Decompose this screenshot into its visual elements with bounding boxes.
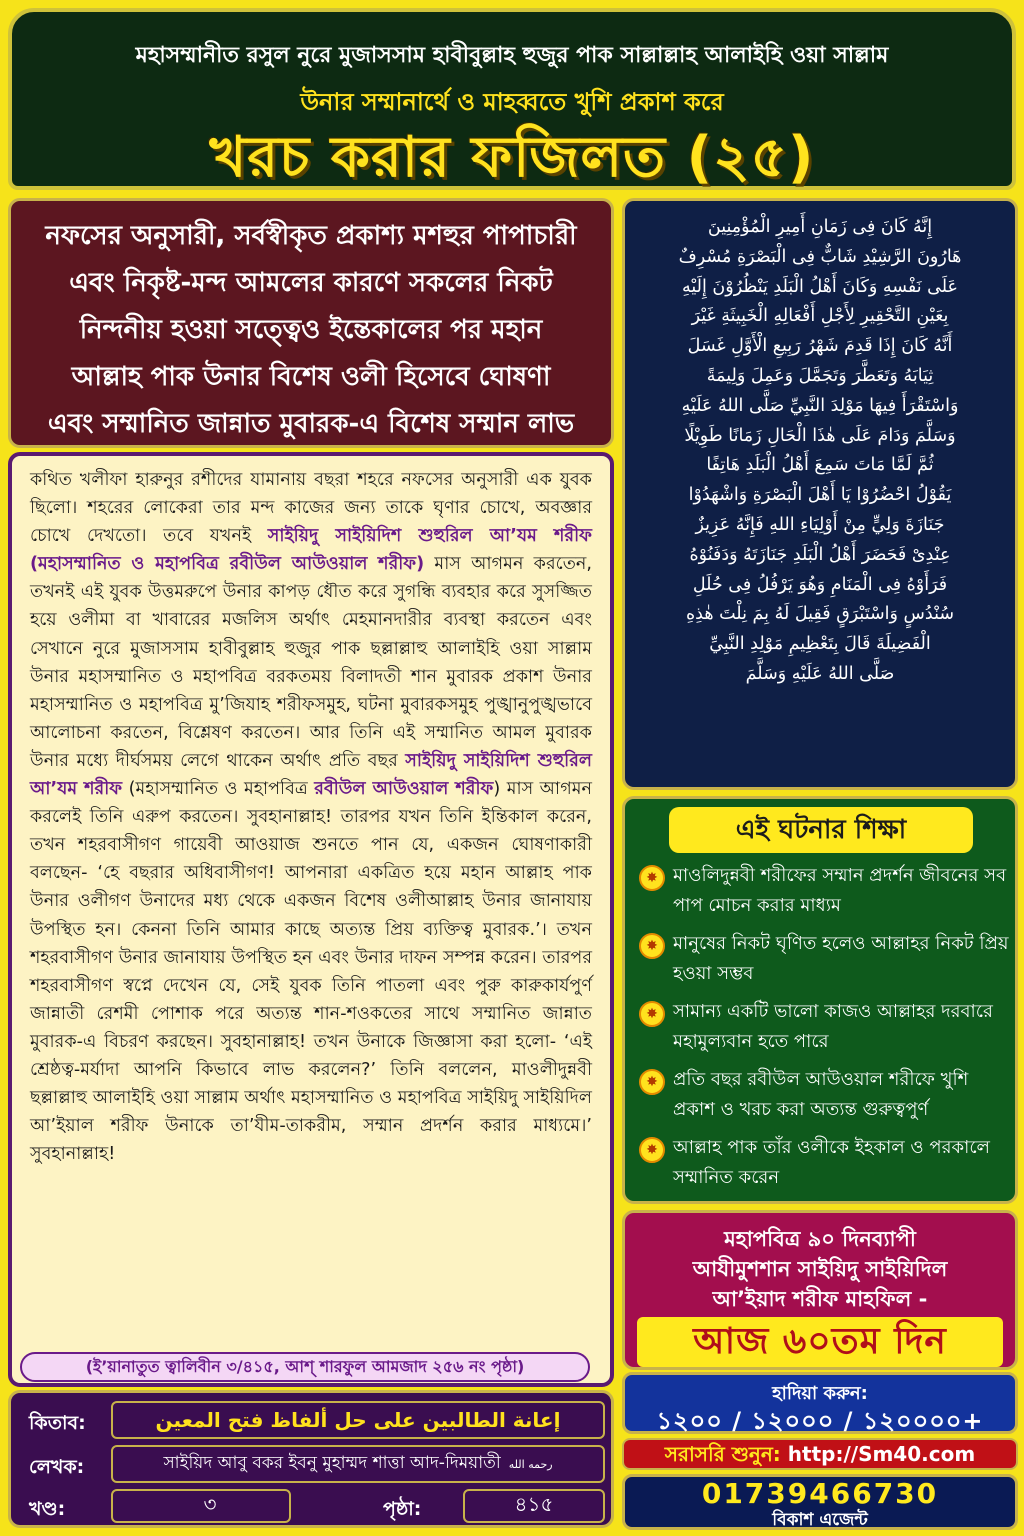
lesson-text: আল্লাহ পাক তাঁর ওলীকে ইহকাল ও পরকালে সম্মানিত করেন: [673, 1137, 990, 1188]
arabic-line: بِعَيْنِ التَّحْقِيرِ لِأَجْلِ أَفْعَالِهِ الْخَبِيثَةِ غَيْرَ: [691, 306, 949, 327]
lekhok-value: সাইয়িদ আবু বকর ইবনু মুহাম্মদ শাত্তা আদ-দিময়াতী: [163, 1453, 501, 1473]
lesson-item: [639, 997, 1011, 1061]
story-highlight: সাইয়িদু সাইয়িদিশ শুহুরিল আ’যম শরীফ (মহাসম্মানিত ও মহাপবিত্র রবীউল আউওয়াল শরীফ): [30, 526, 592, 575]
lessons-box: [622, 796, 1018, 1204]
arabic-line: أَنَّهُ كَانَ إِذَا قَدِمَ شَهْرُ رَبِيعِ الْأَوَّلِ غَسَلَ: [687, 336, 953, 357]
headline-line: এবং নিকৃষ্ট-মন্দ আমলের কারণে সকলের নিকট: [69, 268, 553, 298]
lesson-item: [639, 861, 1011, 925]
arabic-line: ثِيَابَهُ وَتَعَطَّرَ وَتَجَمَّلَ وَعَمِلَ وَلِيمَةً: [706, 365, 934, 386]
header-banner: [8, 8, 1016, 190]
star-badge-icon: ✸: [639, 933, 665, 959]
story-text: কথিত খলীফা হারুনুর রশীদের যামানায় বছরা শহরে নফসের অনুসারী এক যুবক ছিলো। শহরের লোকেরা তার মন্দ কাজের জন্য তাকে ঘৃণার চোখে, অবজ্ঞার চোখে দেখতো। তবে যখনই: [30, 470, 592, 547]
lekhok-suffix: رحمه الله: [508, 1457, 553, 1471]
story-text: মাস আগমন করতেন, তখনই এই যুবক উত্তমরুপে উনার কাপড় ধৌত করে সুগন্ধি ব্যবহার করে সুসজ্জিত হয়ে ওলীমা বা খাবারের মজলিস অর্থাৎ মেহমানদারীর ব্যবস্থা করতেন এবং সেখানে নুরে মুজাসসাম হাবীবুল্লাহ হুজুর পাক ছল্লাল্লাহু আলাইহি ওয়া সাল্লাম উনার মহাসম্মানিত ও মহাপবিত্র বরকতময় বিলাদতী শান মুবারক প্রকাশ উনার মহাসম্মানিত ও মহাপবিত্র মু’জিযাহ শরীফসমুহ, ঘটনা মুবারকসমুহ পুঙ্খানুপুঙ্খভাবে আলোচনা করতেন, বিশ্লেষণ করতেন। আর তিনি এই সম্মানিত আমল মুবারক উনার মধ্যে দীর্ঘসময় লেগে থাকেন অর্থাৎ প্রতি বছর: [30, 554, 592, 771]
lekhok-label: লেখক:: [29, 1456, 85, 1478]
khondo-value: ৩: [111, 1489, 291, 1523]
kitab-value: إعانة الطالبين على حل ألفاظ فتح المعين: [111, 1401, 605, 1439]
listen-box: [622, 1438, 1018, 1470]
lesson-item: [639, 929, 1011, 993]
pristha-value: ৪১৫: [463, 1489, 605, 1523]
donate-label: হাদিয়া করুন:: [772, 1383, 868, 1404]
story-headline-box: [8, 198, 614, 448]
arabic-line: الْفَضِيلَةَ قَالَ بِتَعْظِيمِ مَوْلِدِ النَّبِيِّ: [709, 634, 931, 655]
pristha-label: পৃষ্ঠা:: [383, 1498, 422, 1520]
headline-line: নিন্দনীয় হওয়া সত্ত্বেও ইন্তেকালের পর মহান: [79, 315, 543, 345]
headline-line: এবং সম্মানিত জান্নাত মুবারক-এ বিশেষ সম্মান লাভ: [47, 409, 575, 439]
page-title: খরচ করার ফজিলত (২৫): [209, 125, 815, 190]
phone-number[interactable]: 01739466730: [701, 1477, 939, 1510]
star-badge-icon: ✸: [639, 1001, 665, 1027]
lessons-title: এই ঘটনার শিক্ষা: [669, 807, 973, 853]
arabic-text-box: [622, 198, 1018, 790]
lesson-text: সামান্য একটি ভালো কাজও আল্লাহর দরবারে মহামুল্যবান হতে পারে: [673, 1001, 993, 1052]
lesson-item: [639, 1065, 1011, 1129]
story-text: (মহাসম্মানিত ও মহাপবিত্র: [122, 779, 315, 800]
lesson-text: মাওলিদুন্নবী শরীফের সম্মান প্রদর্শন জীবনের সব পাপ মোচন করার মাধ্যম: [673, 865, 1007, 916]
reference-citation: (ই’য়ানাতুত ত্বালিবীন ৩/৪১৫, আশ্ শারফুল আমজাদ ২৫৬ নং পৃষ্ঠা): [20, 1352, 590, 1382]
lesson-text: প্রতি বছর রবীউল আউওয়াল শরীফে খুশি প্রকাশ ও খরচ করা অত্যন্ত গুরুত্বপুর্ণ: [673, 1069, 969, 1120]
lekhok-cell: [111, 1445, 605, 1483]
star-badge-icon: ✸: [639, 865, 665, 891]
listen-url-link[interactable]: http://Sm40.com: [787, 1442, 976, 1466]
arabic-line: يَقُوْلُ احْضُرُوْا يَا أَهْلَ الْبَصْرَةِ وَاشْهَدُوْا: [688, 485, 952, 506]
story-highlight: সাইয়িদু সাইয়িদিশ শুহুরিল আ’যম শরীফ: [30, 750, 592, 800]
arabic-line: صَلَّى اللهُ عَلَيْهِ وَسَلَّمَ: [745, 663, 895, 684]
arabic-line: عَلَى نَفْسِهِ وَكَانَ أَهْلُ الْبَلَدِ يَنْظُرُوْنَ إِلَيْهِ: [681, 276, 958, 297]
arabic-line: إِنَّهُ كَانَ فِى زَمَانِ أَمِيرِ الْمُؤْمِنِينَ: [707, 217, 933, 237]
headline-line: আল্লাহ পাক উনার বিশেষ ওলী হিসেবে ঘোষণা: [71, 362, 551, 392]
star-badge-icon: ✸: [639, 1069, 665, 1095]
header-line-2: উনার সম্মানার্থে ও মাহব্বতে খুশি প্রকাশ করে: [300, 88, 724, 116]
lesson-text: মানুষের নিকট ঘৃণিত হলেও আল্লাহর নিকট প্রিয় হওয়া সম্ভব: [673, 933, 1009, 984]
story-text: ) মাস আগমন করলেই তিনি এরুপ করতেন। সুবহানাল্লাহ! তারপর যখন তিনি ইন্তিকাল করেন, তখন শহরবাসীগণ গায়েবী আওয়াজ শুনতে পান যে, একজন ঘোষণাকারী বলছেন- ‘হে বছরার অধিবাসীগণ! আপনারা একত্রিত হয়ে মহান আল্লাহ পাক উনার ওলীগণ উনাদের মধ্য থেকে একজন বিশেষ ওলীআল্লাহ উনার জানাযায় উপস্থিত হন। কেননা তিনি আমার কাছে অত্যন্ত প্রিয় ব্যক্তিত্ব মুবারক.’। তখন শহরবাসীগণ উনার জানাযায় উপস্থিত হন এবং উনার দাফন সম্পন্ন করেন। তারপর শহরবাসীগণ স্বপ্নে দেখেন যে, সেই যুবক তিনি পাতলা এবং পুরু কারুকার্যপুর্ণ জান্নাতী রেশমী পোশাক পরে অত্যন্ত শান-শওকতের সাথে সম্মানিত জান্নাত মুবারক-এ বিচরণ করছেন। সুবহানাল্লাহ! তখন উনাকে জিজ্ঞাসা করা হলো- ‘এই শ্রেষ্ঠত্ব-মর্যাদা আপনি কিভাবে লাভ করলেন?’ তিনি বললেন, মাওলীদুন্নবী ছল্লাল্লাহু আলাইহি ওয়া সাল্লাম অর্থাৎ মহাসম্মানিত ও মহাপবিত্র সাইয়িদু সাইয়িদিল আ’ইয়াল শরীফ উনাকে তা’যীম-তাকরীম, সম্মান প্রদর্শন করার মাধ্যমে।’ সুবহানাল্লাহ!: [30, 779, 592, 1165]
mahfil-announcement: [622, 1210, 1018, 1370]
star-badge-icon: ✸: [639, 1137, 665, 1163]
header-line-1: মহাসম্মানীত রসুল নুরে মুজাসসাম হাবীবুল্লাহ হুজুর পাক সাল্লাল্লাহ আলাইহি ওয়া সাল্লাম: [135, 43, 889, 68]
lesson-item: [639, 1133, 1011, 1197]
donate-amounts: ১২০০ / ১২০০০ / ১২০০০০+: [656, 1407, 984, 1435]
arabic-line: ثُمَّ لَمَّا مَاتَ سَمِعَ أَهْلُ الْبَلَدِ هَاتِفًا: [706, 455, 934, 476]
arabic-line: سُنْدُسٍ وَاسْتَبْرَقٍ فَقِيلَ لَهُ بِمَ نِلْتَ هٰذِهِ: [685, 604, 955, 625]
arabic-line: هَارُونَ الرَّشِيْدِ شَابٌّ فِى الْبَصْرَةِ مُسْرِفٌ: [678, 246, 962, 267]
mahfil-day-badge: আজ ৬০তম দিন: [637, 1317, 1003, 1367]
book-info-table: [8, 1390, 614, 1528]
story-text-box: [8, 452, 614, 1387]
story-highlight: রবীউল আউওয়াল শরীফ: [314, 779, 494, 800]
donate-box: [622, 1372, 1018, 1434]
story-paragraph: [30, 466, 592, 1168]
contact-box: [622, 1474, 1018, 1530]
kitab-label: কিতাব:: [29, 1412, 86, 1434]
headline-line: নফসের অনুসারী, সর্বস্বীকৃত প্রকাশ্য মশহুর পাপাচারী: [45, 221, 577, 251]
arabic-line: عِنْدِىْ فَحَضَرَ أَهْلُ الْبَلَدِ جَنَازَتَهُ وَدَفَنُوْهُ: [689, 544, 951, 565]
arabic-line: وَسَلَّمَ وَدَامَ عَلَى هٰذَا الْحَالِ زَمَانًا طَوِيْلًا: [684, 425, 956, 446]
arabic-line: جَنَازَةَ وَلِيٍّ مِنْ أَوْلِيَاءِ اللهِ فَإِنَّهُ عَزِيزٌ: [695, 514, 945, 535]
mahfil-line-2: আযীমুশশান সাইয়িদু সাইয়িদিল: [692, 1257, 948, 1281]
mahfil-line-1: মহাপবিত্র ৯০ দিনব্যাপী: [724, 1227, 916, 1251]
arabic-line: فَرَأَوْهُ فِى الْمَنَامِ وَهُوَ يَرْفُلُ فِى حُلَلِ: [692, 574, 948, 595]
arabic-line: وَاسْتَقْرَأَ فِيهَا مَوْلِدَ النَّبِيِّ صَلَّى اللهُ عَلَيْهِ: [681, 395, 959, 416]
mahfil-line-3: আ’ইয়াদ শরীফ মাহফিল -: [712, 1287, 928, 1311]
khondo-label: খণ্ড:: [29, 1498, 66, 1520]
listen-label: সরাসরি শুনুন:: [664, 1442, 781, 1466]
agent-label: বিকাশ এজেন্ট: [772, 1510, 868, 1530]
